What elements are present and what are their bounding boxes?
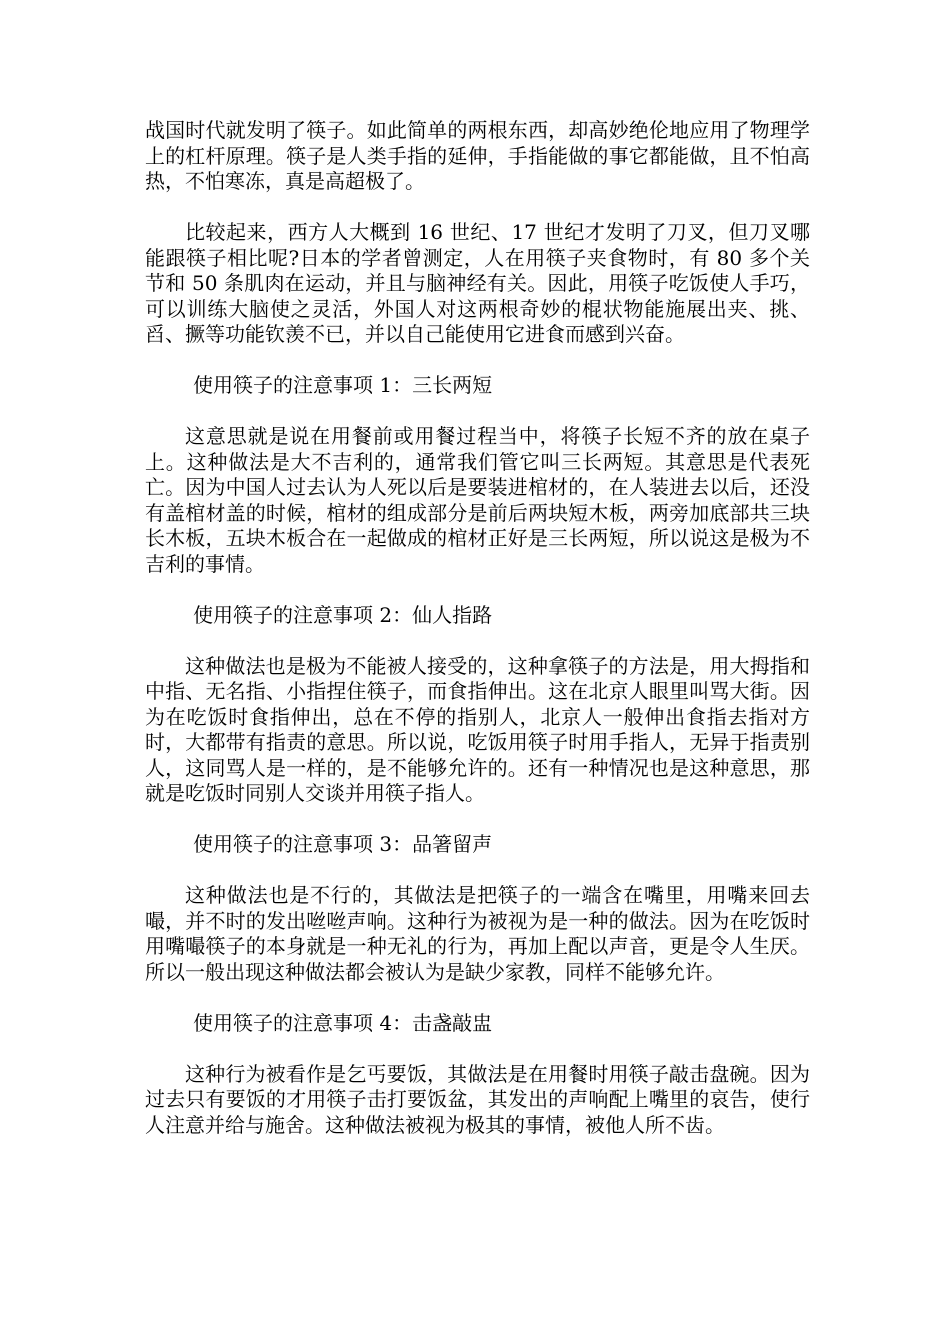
paragraph-tapping-bowls: 这种行为被看作是乞丐要饭，其做法是在用餐时用筷子敲击盘碗。因为过去只有要饭的才用筷子击打要饭盆，其发出的声响配上嘴里的哀告，使行人注意并给与施舍。这种做法被视为极其的事情，被他人所不齿。 <box>145 1061 810 1137</box>
section-heading-1: 使用筷子的注意事项 1：三长两短 <box>193 373 493 397</box>
paragraph-west-comparison: 比较起来，西方人大概到 16 世纪、17 世纪才发明了刀叉，但刀叉哪能跟筷子相比呢?日本的学者曾测定，人在用筷子夹食物时，有 80 多个关节和 50 条肌肉在运动，并且与脑神经有关。因此，用筷子吃饭使人手巧，可以训练大脑使之灵活，外国人对这两根奇妙的棍状物能施展出夹、挑、舀、撅等功能钦羡不已，并以自己能使用它进食而感到兴奋。 <box>145 220 810 346</box>
section-heading-4: 使用筷子的注意事项 4：击盏敲盅 <box>193 1010 493 1035</box>
document-page <box>145 118 810 1164</box>
paragraph-three-long-two-short: 这意思就是说在用餐前或用餐过程当中，将筷子长短不齐的放在桌子上。这种做法是大不吉利的，通常我们管它叫三长两短。其意思是代表死亡。因为中国人过去认为人死以后是要装进棺材的，在人装进去以后，还没有盖棺材盖的时候，棺材的组成部分是前后两块短木板，两旁加底部共三块长木板，五块木板合在一起做成的棺材正好是三长两短，所以说这是极为不吉利的事情。 <box>145 424 810 576</box>
paragraph-pointing: 这种做法也是极为不能被人接受的，这种拿筷子的方法是，用大拇指和中指、无名指、小指捏住筷子，而食指伸出。这在北京人眼里叫骂大街。因为在吃饭时食指伸出，总在不停的指别人，北京人一般伸出食指去指对方时，大都带有指责的意思。所以说，吃饭用筷子时用手指人，无异于指责别人，这同骂人是一样的，是不能够允许的。还有一种情况也是这种意思，那就是吃饭时同别人交谈并用筷子指人。 <box>145 653 810 805</box>
paragraph-sucking-sound: 这种做法也是不行的，其做法是把筷子的一端含在嘴里，用嘴来回去嘬，并不时的发出咝咝声响。这种行为被视为是一种的做法。因为在吃饭时用嘴嘬筷子的本身就是一种无礼的行为，再加上配以声音，更是令人生厌。所以一般出现这种做法都会被认为是缺少家教，同样不能够允许。 <box>145 883 810 984</box>
section-heading-3: 使用筷子的注意事项 3：品箸留声 <box>193 832 493 856</box>
section-heading-2: 使用筷子的注意事项 2：仙人指路 <box>193 602 493 627</box>
paragraph-chopsticks-history: 战国时代就发明了筷子。如此简单的两根东西，却高妙绝伦地应用了物理学上的杠杆原理。筷子是人类手指的延伸，手指能做的事它都能做，且不怕高热，不怕寒冻，真是高超极了。 <box>145 118 810 193</box>
